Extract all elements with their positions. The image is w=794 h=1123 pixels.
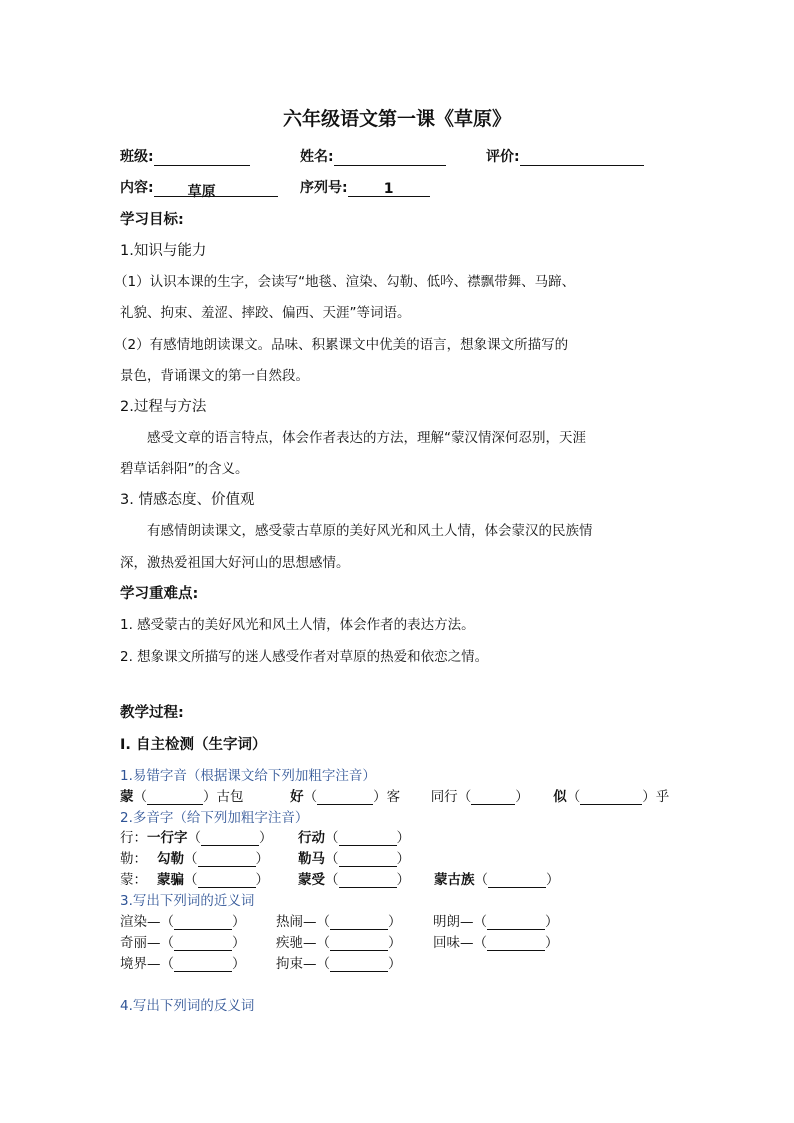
q2-r1-blank-2[interactable] <box>339 830 397 846</box>
q3-item-4: 奇丽—（ ） <box>120 935 246 951</box>
q3-item-1: 渲染—（ ） <box>120 914 246 930</box>
content-value: 草原 <box>187 184 216 200</box>
q3-blank-1[interactable] <box>174 914 232 930</box>
q2-row-1: 行：一行字（ ） <box>120 830 273 846</box>
q1-blank-1[interactable] <box>147 789 203 805</box>
q2-row-3-c: 蒙古族（ ） <box>434 872 560 888</box>
q3-blank-4[interactable] <box>174 935 232 951</box>
q1-word-2: 好 <box>290 789 304 805</box>
content-value-blank <box>154 181 278 200</box>
q2-row-2: 勒： 勾勒（ ） <box>120 851 269 867</box>
q2-row-3: 蒙： 蒙骗（ ） <box>120 872 269 888</box>
q1-word-1: 蒙 <box>120 789 134 805</box>
name-blank[interactable] <box>334 150 446 166</box>
q1-blank-3[interactable] <box>471 789 515 805</box>
q2-r3-word-1: 蒙骗 <box>157 872 184 888</box>
serial-field <box>300 177 430 197</box>
goals-section-2-title: 2.过程与方法 <box>120 399 207 415</box>
difficulty-item-2: 2. 想象课文所描写的迷人感受作者对草原的热爱和依恋之情。 <box>120 649 489 665</box>
page-title: 六年级语文第一课《草原》 <box>282 108 511 130</box>
q2-r3-blank-3[interactable] <box>488 872 546 888</box>
q1-word-1-rest: 古包 <box>216 789 244 805</box>
name-field <box>300 146 446 166</box>
eval-blank[interactable] <box>520 150 644 166</box>
goals-s1-p1-line2: 礼貌、拘束、羞涩、摔跤、偏西、天涯”等词语。 <box>120 305 411 321</box>
eval-label: 评价: <box>486 149 520 165</box>
q3-item-2: 热闹—（ ） <box>276 914 402 930</box>
q2-r2-blank-2[interactable] <box>339 851 397 867</box>
content-label: 内容: <box>120 180 154 196</box>
q1-word-4: 似 <box>553 789 567 805</box>
q3-item-7: 境界—（ ） <box>120 956 246 972</box>
serial-label: 序列号: <box>300 180 348 196</box>
q2-r3-blank-1[interactable] <box>198 872 256 888</box>
q2-r1-word-2: 行动 <box>298 830 325 846</box>
goals-s2-line2: 碧草话斜阳”的含义。 <box>120 461 249 477</box>
q2-r1-blank-1[interactable] <box>201 830 259 846</box>
name-label: 姓名: <box>300 149 334 165</box>
q3-blank-6[interactable] <box>487 935 545 951</box>
q2-r1-char: 行： <box>120 830 147 846</box>
class-field <box>120 146 250 166</box>
q2-row-1-b: 行动（ ） <box>298 830 410 846</box>
q2-r2-word-1: 勾勒 <box>157 851 184 867</box>
q1-word-2-rest: 客 <box>386 789 401 805</box>
q3-item-6: 回味—（ ） <box>433 935 559 951</box>
q2-r2-char: 勒： <box>120 851 147 867</box>
goals-s2-line1: 感受文章的语言特点，体会作者表达的方法，理解“蒙汉情深何忍别，天涯 <box>147 430 586 446</box>
q2-title: 2.多音字（给下列加粗字注音） <box>120 810 309 826</box>
q1-word-4-rest: 乎 <box>655 789 670 805</box>
q2-r3-word-2: 蒙受 <box>298 872 325 888</box>
class-label: 班级: <box>120 149 154 165</box>
difficulty-heading: 学习重难点: <box>120 586 199 602</box>
q2-r3-char: 蒙： <box>120 872 147 888</box>
process-heading: 教学过程: <box>120 705 184 721</box>
q1-blank-2[interactable] <box>317 789 373 805</box>
goals-s1-p1-line1: （1）认识本课的生字，会读写“地毯、渲染、勾勒、低吟、襟飘带舞、马蹄、 <box>114 274 576 290</box>
q2-r2-blank-1[interactable] <box>198 851 256 867</box>
q4-title: 4.写出下列词的反义词 <box>120 998 255 1014</box>
content-field <box>120 177 278 200</box>
q3-blank-5[interactable] <box>330 935 388 951</box>
goals-s3-line1: 有感情朗读课文，感受蒙古草原的美好风光和风土人情，体会蒙汉的民族情 <box>147 523 593 539</box>
q3-blank-8[interactable] <box>330 956 388 972</box>
q1-word-3: 同行 <box>430 789 458 805</box>
difficulty-item-1: 1. 感受蒙古的美好风光和风土人情，体会作者的表达方法。 <box>120 617 475 633</box>
goals-section-1-title: 1.知识与能力 <box>120 243 207 259</box>
process-part-1: I. 自主检测（生字词） <box>120 737 267 753</box>
q3-blank-7[interactable] <box>174 956 232 972</box>
q3-item-8: 拘束—（ ） <box>276 956 402 972</box>
q3-blank-2[interactable] <box>330 914 388 930</box>
class-blank[interactable] <box>154 150 250 166</box>
q1-title: 1.易错字音（根据课文给下列加粗字注音） <box>120 768 376 784</box>
serial-value: 1 <box>383 181 394 197</box>
goals-section-3-title: 3. 情感态度、价值观 <box>120 492 255 508</box>
q3-title: 3.写出下列词的近义词 <box>120 893 255 909</box>
q2-r2-word-2: 勒马 <box>298 851 325 867</box>
q3-blank-3[interactable] <box>487 914 545 930</box>
q3-item-3: 明朗—（ ） <box>433 914 559 930</box>
goals-s1-p2-line2: 景色，背诵课文的第一自然段。 <box>120 368 309 384</box>
q2-row-2-b: 勒马（ ） <box>298 851 410 867</box>
q2-r3-blank-2[interactable] <box>339 872 397 888</box>
goals-s3-line2: 深，激热爱祖国大好河山的思想感情。 <box>120 555 350 571</box>
q1-row: 蒙（ ）古包 好（ ）客 同行（ ） 似（ ）乎 <box>120 789 670 805</box>
q1-blank-4[interactable] <box>580 789 642 805</box>
eval-field <box>486 146 644 166</box>
goals-heading: 学习目标: <box>120 212 184 228</box>
q3-item-5: 疾驰—（ ） <box>276 935 402 951</box>
serial-value-blank <box>348 181 430 197</box>
q2-r3-word-3: 蒙古族 <box>434 872 475 888</box>
q2-r1-word-1: 一行字 <box>147 830 188 846</box>
goals-s1-p2-line1: （2）有感情地朗读课文。品味、积累课文中优美的语言，想象课文所描写的 <box>114 337 569 353</box>
q2-row-3-b: 蒙受（ ） <box>298 872 410 888</box>
